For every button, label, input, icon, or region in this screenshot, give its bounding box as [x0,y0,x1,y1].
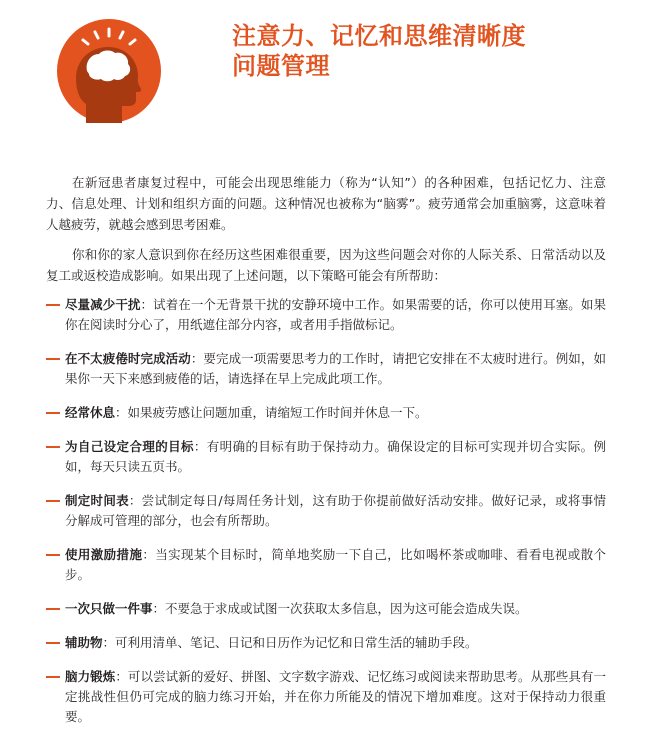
strategy-item [46,295,606,335]
strategy-title: 制定时间表 [65,493,129,508]
dash-bullet-icon [46,358,60,360]
strategy-item [46,667,606,727]
strategy-text: ：不要急于求成或试图一次获取太多信息，因为这可能会造成失误。 [152,601,528,616]
page-title [232,21,526,81]
strategy-text: ：可利用清单、笔记、日记和日历作为记忆和日常生活的辅助手段。 [102,635,478,650]
strategy-item [46,545,606,585]
title-line-1: 注意力、记忆和思维清晰度 [232,22,526,50]
strategy-item [46,633,606,653]
title-line-2: 问题管理 [232,52,330,80]
strategy-title: 尽量减少干扰 [65,297,141,312]
strategy-title: 脑力锻炼 [65,669,116,684]
dash-bullet-icon [46,608,60,610]
strategy-text: ：如果疲劳感让问题加重，请缩短工作时间并休息一下。 [115,405,428,420]
strategy-text: ：有明确的目标有助于保持动力。确保设定的目标可实现并切合实际。例如，每天只读五页书。 [65,439,606,474]
strategy-title: 使用激励措施 [65,547,143,562]
strategy-title: 经常休息 [65,405,116,420]
strategy-title: 在不太疲倦时完成活动 [65,351,191,366]
strategy-text: ：试着在一个无背景干扰的安静环境中工作。如果需要的话，你可以使用耳塞。如果你在阅读时分心了，用纸遮住部分内容，或者用手指做标记。 [65,297,606,332]
strategy-item [46,437,606,477]
strategy-item [46,403,606,423]
dash-bullet-icon [46,412,60,414]
strategy-text: ：可以尝试新的爱好、拼图、文字数字游戏、记忆练习或阅读来帮助思考。从那些具有一定挑战性但仍可完成的脑力练习开始，并在你力所能及的情况下增加难度。这对于保持动力很重要。 [65,669,606,724]
dash-bullet-icon [46,500,60,502]
strategy-text: ：当实现某个目标时，简单地奖励一下自己，比如喝杯茶或咖啡、看看电视或散个步。 [65,547,606,582]
strategy-list [46,295,606,727]
dash-bullet-icon [46,304,60,306]
strategy-title: 一次只做一件事 [65,601,153,616]
dash-bullet-icon [46,446,60,448]
strategy-title: 辅助物 [65,635,103,650]
head-brain-icon [56,18,162,124]
strategy-item [46,599,606,619]
dash-bullet-icon [46,554,60,556]
strategy-text: ：要完成一项需要思考力的工作时，请把它安排在不太疲时进行。例如，如果你一天下来感到疲倦的话，请选择在早上完成此项工作。 [65,351,606,386]
strategy-text: ：尝试制定每日/每周任务计划，这有助于你提前做好活动安排。做好记录，或将事情分解成可管理的部分，也会有所帮助。 [65,493,606,528]
intro-paragraph-1: 在新冠患者康复过程中，可能会出现思维能力（称为“认知”）的各种困难，包括记忆力、注意力、信息处理、计划和组织方面的问题。这种情况也被称为“脑雾”。疲劳通常会加重脑雾，这意味着人越疲劳，就越会感到思考困难。 [46,175,606,232]
strategy-item [46,349,606,389]
dash-bullet-icon [46,676,60,678]
dash-bullet-icon [46,642,60,644]
main-content [46,172,606,741]
strategy-item [46,491,606,531]
intro-paragraph-2: 你和你的家人意识到你在经历这些困难很重要，因为这些问题会对你的人际关系、日常活动以及复工或返校造成影响。如果出现了上述问题，以下策略可能会有所帮助： [46,247,606,283]
strategy-title: 为自己设定合理的目标 [65,439,194,454]
